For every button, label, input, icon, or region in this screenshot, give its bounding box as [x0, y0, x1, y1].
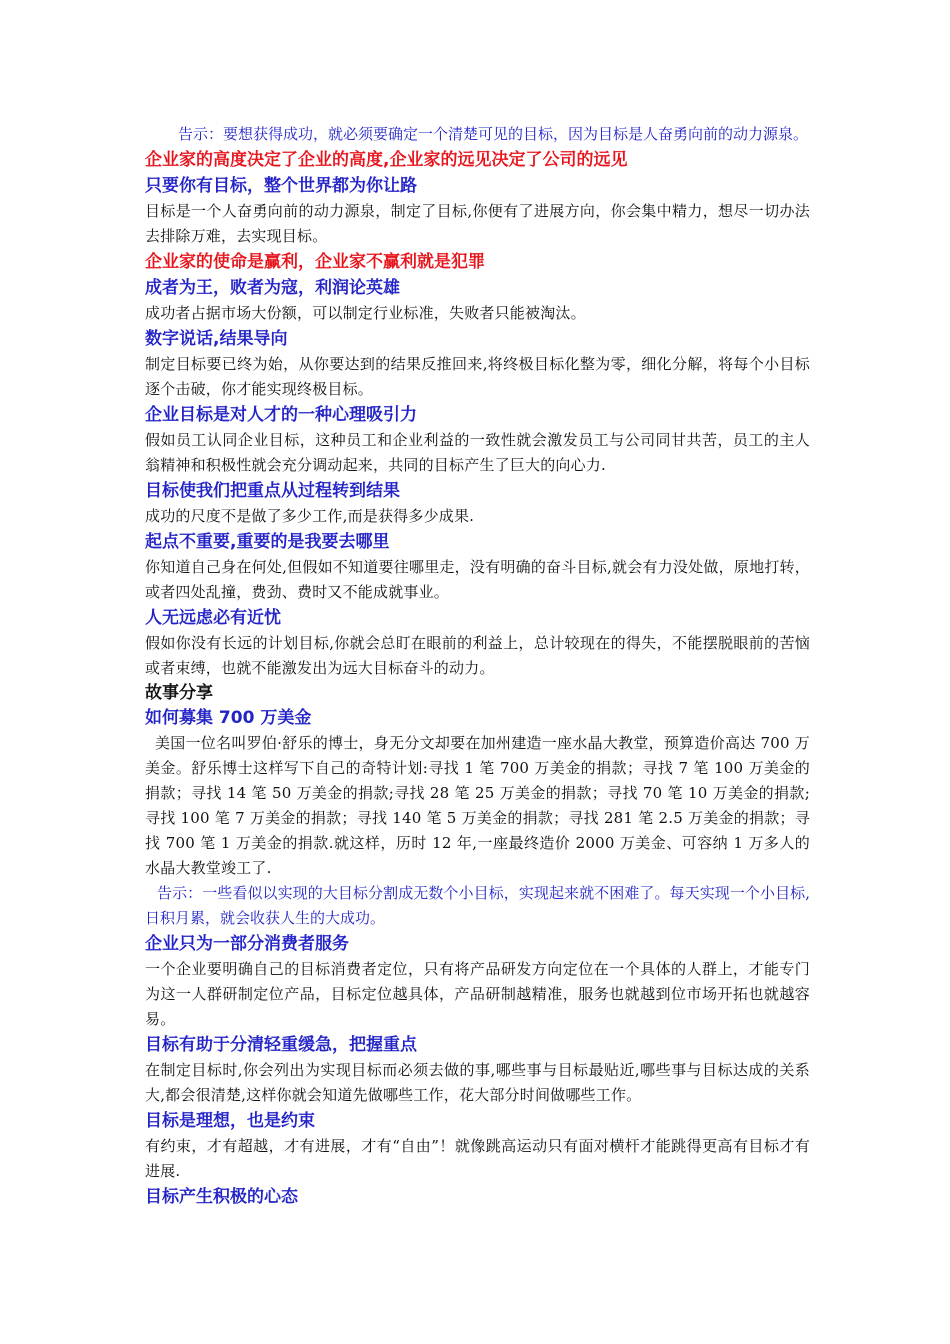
- section-heading: 企业家的高度决定了企业的高度,企业家的远见决定了公司的远见: [145, 150, 628, 170]
- section-text: 成功者占据市场大份额，可以制定行业标准，失败者只能被淘汰。: [145, 304, 586, 322]
- section-heading: 起点不重要,重要的是我要去哪里: [145, 532, 390, 552]
- document-page: [145, 122, 810, 1210]
- section-heading: 目标使我们把重点从过程转到结果: [145, 481, 400, 501]
- tip-paragraph-2: 告示：一些看似以实现的大目标分割成无数个小目标，实现起来就不困难了。每天实现一个小目标,日积月累，就会收获人生的大成功。: [145, 884, 810, 927]
- section-heading: 人无远虑必有近忧: [145, 608, 281, 628]
- story-label: 故事分享: [145, 683, 213, 703]
- section-heading: 数字说话,结果导向: [145, 329, 288, 349]
- section-text: 假如你没有长远的计划目标,你就会总盯在眼前的利益上，总计较现在的得失，不能摆脱眼前的苦恼或者束缚，也就不能激发出为远大目标奋斗的动力。: [145, 634, 810, 677]
- section-heading: 企业只为一部分消费者服务: [145, 934, 349, 954]
- section-heading: 目标有助于分清轻重缓急，把握重点: [145, 1035, 417, 1055]
- section-heading: 企业目标是对人才的一种心理吸引力: [145, 405, 417, 425]
- section-heading: 企业家的使命是赢利，企业家不赢利就是犯罪: [145, 252, 485, 272]
- section-text: 有约束，才有超越，才有进展，才有“自由”！就像跳高运动只有面对横杆才能跳得更高有目标才有进展.: [145, 1137, 810, 1180]
- section-text: 假如员工认同企业目标，这种员工和企业利益的一致性就会激发员工与公司同甘共苦，员工的主人翁精神和积极性就会充分调动起来，共同的目标产生了巨大的向心力.: [145, 431, 810, 474]
- section-text: 你知道自己身在何处,但假如不知道要往哪里走，没有明确的奋斗目标,就会有力没处做，原地打转，或者四处乱撞，费劲、费时又不能成就事业。: [145, 558, 810, 601]
- section-text: 成功的尺度不是做了多少工作,而是获得多少成果.: [145, 507, 475, 525]
- tip-paragraph: 告示：要想获得成功，就必须要确定一个清楚可见的目标，因为目标是人奋勇向前的动力源泉。: [178, 125, 809, 143]
- section-heading: 只要你有目标，整个世界都为你让路: [145, 176, 417, 196]
- section-heading: 成者为王，败者为寇，利润论英雄: [145, 278, 400, 298]
- section-heading: 目标产生积极的心态: [145, 1187, 298, 1207]
- section-text: 制定目标要已终为始，从你要达到的结果反推回来,将终极目标化整为零，细化分解，将每个小目标逐个击破，你才能实现终极目标。: [145, 355, 810, 398]
- story-text: 美国一位名叫罗伯·舒乐的博士，身无分文却要在加州建造一座水晶大教堂，预算造价高达 700 万美金。舒乐博士这样写下自己的奇特计划:寻找 1 笔 700 万美金的捐款；寻找 7 笔 100 万美金的捐款；寻找 14 笔 50 万美金的捐款;寻找 28 笔 25 万美金的捐款；寻找 70 笔 10 万美金的捐款;寻找 100 笔 7 万美金的捐款；寻找 140 笔 5 万美金的捐款；寻找 281 笔 2.5 万美金的捐款；寻找 700 笔 1 万美金的捐款.就这样，历时 12 年,一座最终造价 2000 万美金、可容纳 1 万多人的水晶大教堂竣工了.: [145, 734, 810, 877]
- section-text: 目标是一个人奋勇向前的动力源泉，制定了目标,你便有了进展方向，你会集中精力，想尽一切办法去排除万难，去实现目标。: [145, 202, 810, 245]
- section-text: 一个企业要明确自己的目标消费者定位，只有将产品研发方向定位在一个具体的人群上，才能专门为这一人群研制定位产品，目标定位越具体，产品研制越精准，服务也就越到位市场开拓也就越容易。: [145, 960, 810, 1028]
- story-heading: 如何募集 700 万美金: [145, 708, 312, 728]
- section-text: 在制定目标时,你会列出为实现目标而必须去做的事,哪些事与目标最贴近,哪些事与目标达成的关系大,都会很清楚,这样你就会知道先做哪些工作，花大部分时间做哪些工作。: [145, 1061, 810, 1104]
- section-heading: 目标是理想，也是约束: [145, 1111, 315, 1131]
